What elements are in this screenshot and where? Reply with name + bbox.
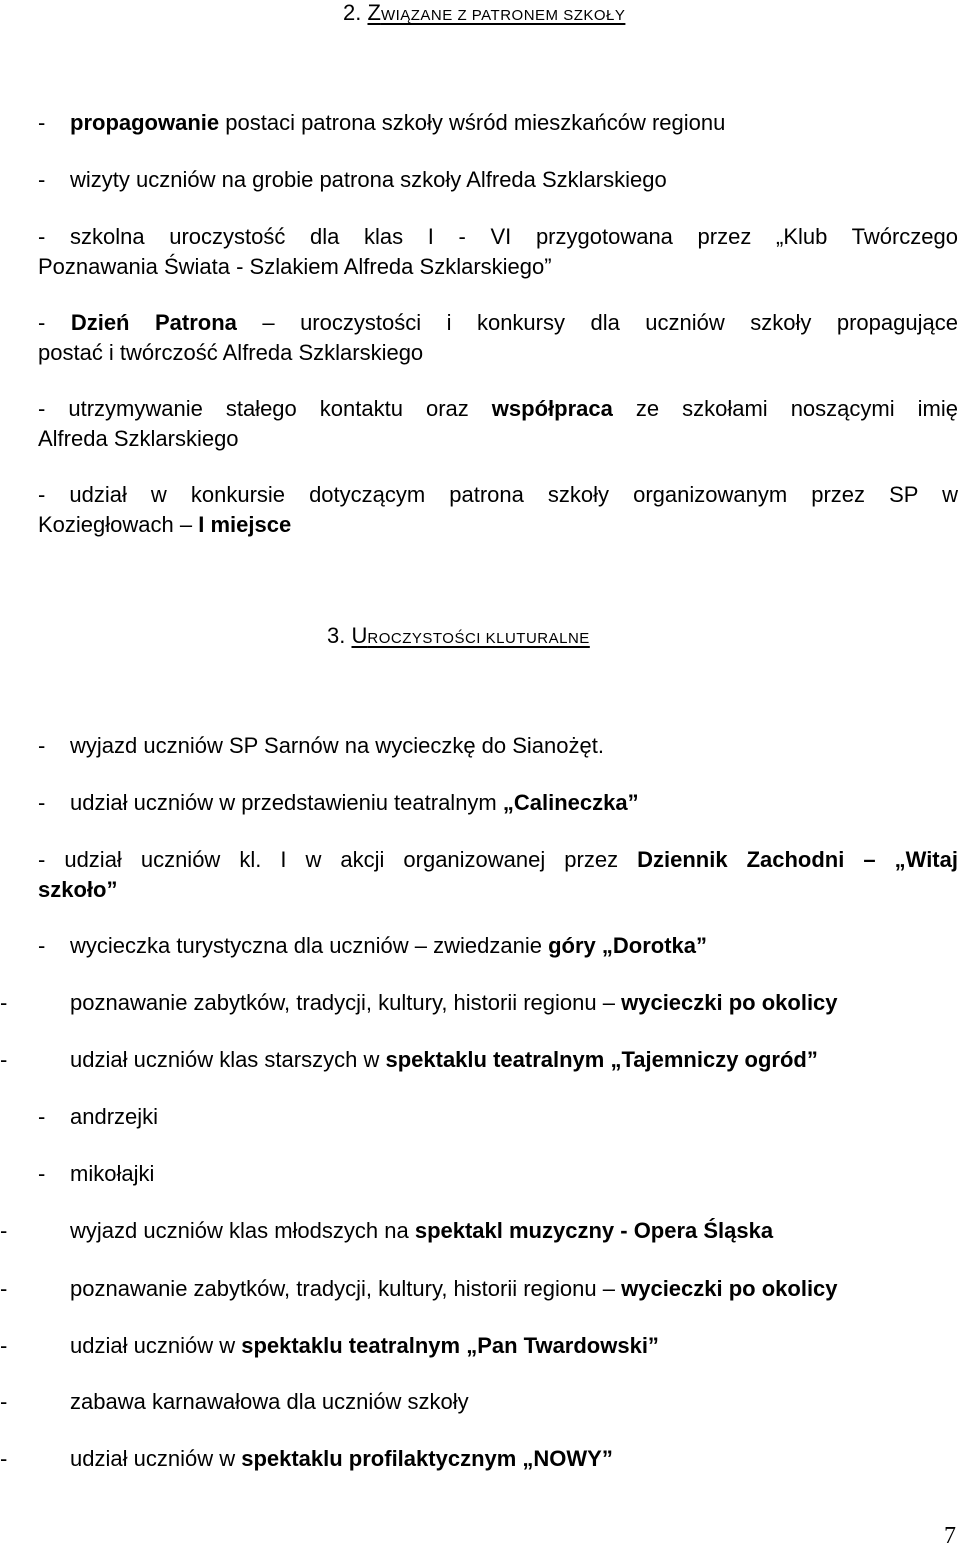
list-item: - wycieczka turystyczna dla uczniów – zwiedzanie góry „Dorotka”: [38, 933, 708, 958]
list-item-continuation: Poznawania Świata - Szlakiem Alfreda Szklarskiego”: [38, 254, 552, 279]
list-item: - wyjazd uczniów klas młodszych na spektakl muzyczny - Opera Śląska: [0, 1218, 774, 1243]
section-title: ZWIĄZANE Z PATRONEM SZKOŁY: [367, 0, 626, 25]
list-item: - udział w konkursie dotyczącym patrona szkoły organizowanym przez SP w: [38, 482, 958, 507]
list-item: - udział uczniów w spektaklu teatralnym „Pan Twardowski”: [0, 1333, 659, 1358]
list-item-continuation: Alfreda Szklarskiego: [38, 426, 239, 451]
list-item: - andrzejki: [38, 1104, 159, 1129]
list-item: - wizyty uczniów na grobie patrona szkoły Alfreda Szklarskiego: [38, 167, 667, 192]
page-number: 7: [944, 1523, 956, 1549]
list-item: - udział uczniów kl. I w akcji organizowanej przez Dziennik Zachodni – „Witaj: [38, 847, 958, 872]
list-item: - wyjazd uczniów SP Sarnów na wycieczkę do Sianożęt.: [38, 733, 604, 758]
list-item: - udział uczniów w spektaklu profilaktycznym „NOWY”: [0, 1446, 613, 1471]
section-number: 2.: [343, 0, 362, 25]
list-item: - utrzymywanie stałego kontaktu oraz współpraca ze szkołami noszącymi imię: [38, 396, 958, 421]
section-number: 3.: [327, 623, 346, 648]
list-item: - propagowanie postaci patrona szkoły wśród mieszkańców regionu: [38, 110, 726, 135]
list-item: - poznawanie zabytków, tradycji, kultury, historii regionu – wycieczki po okolicy: [0, 990, 838, 1015]
list-item-continuation: postać i twórczość Alfreda Szklarskiego: [38, 340, 424, 365]
section-title: UROCZYSTOŚCI KLUTURALNE: [351, 623, 590, 648]
section-3-heading: [327, 623, 590, 652]
list-item: - zabawa karnawałowa dla uczniów szkoły: [0, 1389, 469, 1414]
list-item: - udział uczniów w przedstawieniu teatralnym „Calineczka”: [38, 790, 639, 815]
list-item: - poznawanie zabytków, tradycji, kultury, historii regionu – wycieczki po okolicy: [0, 1276, 838, 1301]
list-item: - udział uczniów klas starszych w spektaklu teatralnym „Tajemniczy ogród”: [0, 1047, 818, 1072]
list-item: - Dzień Patrona – uroczystości i konkursy dla uczniów szkoły propagujące: [38, 310, 958, 335]
section-2-heading: [343, 0, 625, 29]
list-item: - mikołajki: [38, 1161, 155, 1186]
list-item: - szkolna uroczystość dla klas I - VI przygotowana przez „Klub Twórczego: [38, 224, 958, 249]
list-item-continuation: Koziegłowach – I miejsce: [38, 512, 292, 537]
list-item-continuation: szkoło”: [38, 877, 118, 902]
